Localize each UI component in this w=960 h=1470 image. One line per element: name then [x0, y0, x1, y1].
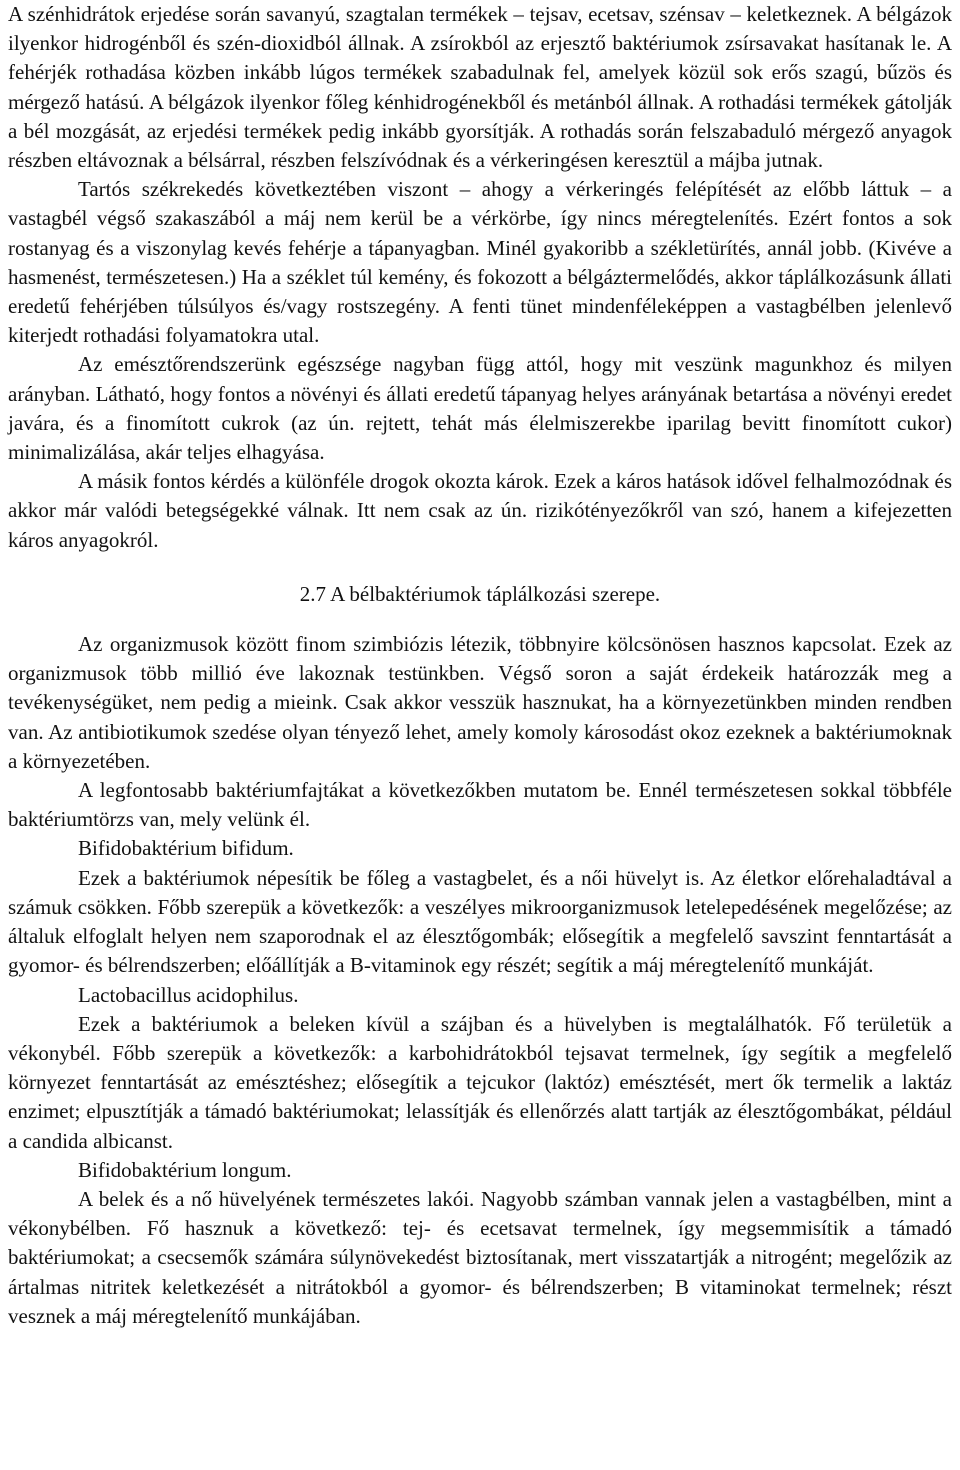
bacteria-description: A belek és a nő hüvelyének természetes lakói. Nagyobb számban vannak jelen a vastagbélben, mint a vékonybélben. Fő hasznuk a következő: tej- és ecetsavat termelnek, így megsemmisítik a támadó baktériumokat; a csecsemők számára súlynövekedést biztosítanak, mert visszatartják a nitrogént; megelőzik az ártalmas nitritek keletkezését a nitrátokból a gyomor- és bélrendszerben; B vitaminokat termelnek; részt vesznek a máj méregtelenítő munkájában.: [8, 1186, 952, 1328]
paragraph: A legfontosabb baktériumfajtákat a következőkben mutatom be. Ennél természetesen sokkal többféle baktériumtörzs van, mely velünk él.: [8, 778, 952, 832]
bacteria-name: Bifidobaktérium longum.: [78, 1157, 292, 1182]
bacteria-description: Ezek a baktériumok népesítik be főleg a vastagbelet, és a női hüvelyt is. Az életkor előrehaladtával a számuk csökken. Főbb szerepük a következők: a veszélyes mikroorganizmusok letelepedésének megelőzése; az általuk elfoglalt helyen nem szaporodnak el az élesztőgombák; elősegítik a megfelelő savszint fenntartását a gyomor- és bélrendszerben; előállítják a B-vitaminok egy részét; segítik a máj méregtelenítő munkáját.: [8, 865, 952, 978]
paragraph: Tartós székrekedés következtében viszont – ahogy a vérkeringés felépítését az előbb láttuk – a vastagbél végső szakaszából a máj nem kerül be a vérkörbe, így nincs méregtelenítés. Ezért fontos a sok rostanyag és a viszonylag kevés fehérje a tápanyagban. Minél gyakoribb a székletürítés, annál jobb. (Kivéve a hasmenést, természetesen.) Ha a széklet túl kemény, és fokozott a bélgáztermelődés, akkor táplálkozásunk állati eredetű fehérjében túlsúlyos és/vagy rostszegény. A fenti tünet mindenféleképpen a vastagbélben jelenlevő kiterjedt rothadási folyamatokra utal.: [8, 177, 952, 348]
bacteria-name: Bifidobaktérium bifidum.: [78, 836, 294, 861]
bacteria-name: Lactobacillus acidophilus.: [78, 982, 299, 1007]
paragraph: Az emésztőrendszerünk egészsége nagyban függ attól, hogy mit veszünk magunkhoz és milyen arányban. Látható, hogy fontos a növényi és állati eredetű tápanyag helyes arányának betartása a növényi eredet javára, és a finomított cukrok (az ún. rejtett, tehát más élelmiszerekbe iparilag bevitt finomított cukor) minimalizálása, akár teljes elhagyása.: [8, 352, 952, 465]
section-heading: 2.7 A bélbaktériumok táplálkozási szerepe.: [299, 581, 661, 606]
document-page: [8, 0, 952, 1331]
paragraph: A szénhidrátok erjedése során savanyú, szagtalan termékek – tejsav, ecetsav, szénsav – keletkeznek. A bélgázok ilyenkor hidrogénből és szén-dioxidból állnak. A zsírokból az erjesztő baktériumok zsírsavakat hasítanak le. A fehérjék rothadása közben inkább lúgos termékek szabadulnak fel, amelyek közül sok erős szagú, bűzös és mérgező hatású. A bélgázok ilyenkor főleg kénhidrogénekből és metánból állnak. A rothadási termékek gátolják a bél mozgását, az erjedési termékek pedig inkább gyorsítják. A rothadás során felszabaduló mérgező anyagok részben eltávoznak a bélsárral, részben felszívódnak és a vérkeringésen keresztül a májba jutnak.: [8, 2, 952, 173]
paragraph: Az organizmusok között finom szimbiózis létezik, többnyire kölcsönösen hasznos kapcsolat. Ezek az organizmusok több millió éve lakoznak testünkben. Végső soron a saját érdekeik határozzák meg a tevékenységüket, nem pedig a mieink. Csak akkor vesszük hasznukat, ha a környezetünkben minden rendben van. Az antibiotikumok szedése olyan tényező lehet, amely komoly károsodást okoz ezeknek a baktériumoknak a környezetében.: [8, 632, 952, 773]
paragraph: A másik fontos kérdés a különféle drogok okozta károk. Ezek a káros hatások idővel felhalmozódnak és akkor már valódi betegségekké válnak. Itt nem csak az ún. rizikótényezőkről van szó, hanem a kifejezetten káros anyagokról.: [8, 469, 952, 552]
bacteria-description: Ezek a baktériumok a beleken kívül a szájban és a hüvelyben is megtalálhatók. Fő területük a vékonybél. Főbb szerepük a következők: a karbohidrátokból tejsavat termelnek, így segítik a megfelelő környezet fenntartását az emésztéshez; elősegítik a tejcukor (laktóz) emésztését, mert ők termelik a laktáz enzimet; elpusztítják a támadó baktériumokat; lelassítják és ellenőrzés alatt tartják az élesztőgombákat, például a candida albicanst.: [8, 1011, 952, 1153]
